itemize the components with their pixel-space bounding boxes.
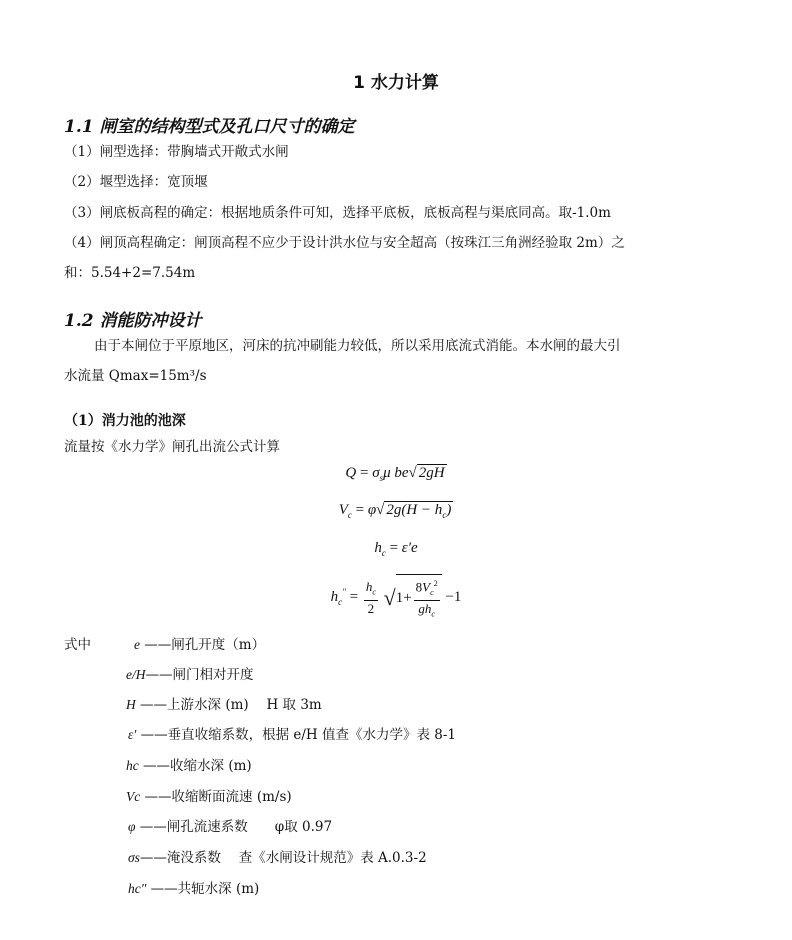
page-title: 1 水力计算 xyxy=(353,73,439,93)
section-1-item-3: （3）闸底板高程的确定：根据地质条件可知，选择平底板，底板高程与渠底同高。取-1.0m xyxy=(64,205,611,221)
definition-row xyxy=(128,815,332,835)
section-2-paragraph-line-2: 水流量 Qmax=15m³/s xyxy=(64,368,207,384)
definition-row xyxy=(128,846,427,866)
definition-row xyxy=(128,877,259,897)
definition-symbol: e xyxy=(134,637,140,652)
definitions-label: 式中 xyxy=(64,637,91,653)
formula-conjugate-depth: $h_c''$ = $\frac{h_c}{2}$ √1+ $\frac{8V_c^2}{gh_c}$ −1 xyxy=(0,574,792,622)
definition-row xyxy=(128,723,456,743)
definition-text: ——垂直收缩系数，根据 e/H 值查《水力学》表 8-1 xyxy=(140,727,457,743)
definition-text: ——淹没系数 查《水闸设计规范》表 A.0.3-2 xyxy=(139,850,427,866)
definition-row xyxy=(126,663,254,683)
definition-symbol: ε′ xyxy=(128,727,137,742)
definition-text: ——收缩水深 (m) xyxy=(143,758,252,774)
section-1-item-2: （2）堰型选择：宽顶堰 xyxy=(64,174,208,190)
definition-text: ——闸孔开度（m） xyxy=(144,637,266,653)
definition-row xyxy=(126,693,322,713)
definition-text: ——收缩断面流速 (m/s) xyxy=(144,789,292,805)
definition-text: ——上游水深 (m) H 取 3m xyxy=(140,697,322,713)
definition-row xyxy=(126,754,252,774)
definition-row xyxy=(126,785,292,805)
section-1-item-4-cont: 和：5.54+2=7.54m xyxy=(64,265,196,281)
definition-symbol: Vc xyxy=(126,789,141,804)
definition-symbol: H xyxy=(126,697,136,712)
definition-symbol: σs xyxy=(128,850,140,865)
formula-contraction-depth: $h_c = \varepsilon'e$ xyxy=(374,540,418,558)
definition-row xyxy=(134,633,265,653)
section-2-paragraph-line-1: 由于本闸位于平原地区，河床的抗冲刷能力较低，所以采用底流式消能。本水闸的最大引 xyxy=(94,338,621,354)
section-1-item-4: （4）闸顶高程确定：闸顶高程不应少于设计洪水位与安全超高（按珠江三角洲经验取 2m）之 xyxy=(64,235,625,251)
definition-symbol: hc xyxy=(126,758,139,773)
definition-symbol: hc″ xyxy=(128,881,147,896)
formula-velocity: $V_c = \varphi√$ $2g(H - h_c)$ xyxy=(338,502,452,520)
definition-text: ——共轭水深 (m) xyxy=(150,881,260,897)
definition-symbol: φ xyxy=(128,819,136,834)
section-1-item-1: （1）闸型选择：带胸墙式开敞式水闸 xyxy=(64,144,289,160)
formula-intro: 流量按《水力学》闸孔出流公式计算 xyxy=(64,439,280,455)
definition-text: ——闸门相对开度 xyxy=(145,667,254,683)
section-2-heading: 1.2 消能防冲设计 xyxy=(64,311,202,331)
definition-symbol: e/H xyxy=(126,667,146,682)
subsection-heading: （1）消力池的池深 xyxy=(64,413,186,429)
formula-discharge: $Q = \sigma_s\mu$ be√ 2gH xyxy=(345,465,445,483)
definition-text: ——闸孔流速系数 φ取 0.97 xyxy=(139,819,333,835)
section-1-heading: 1.1 闸室的结构型式及孔口尺寸的确定 xyxy=(64,117,355,137)
